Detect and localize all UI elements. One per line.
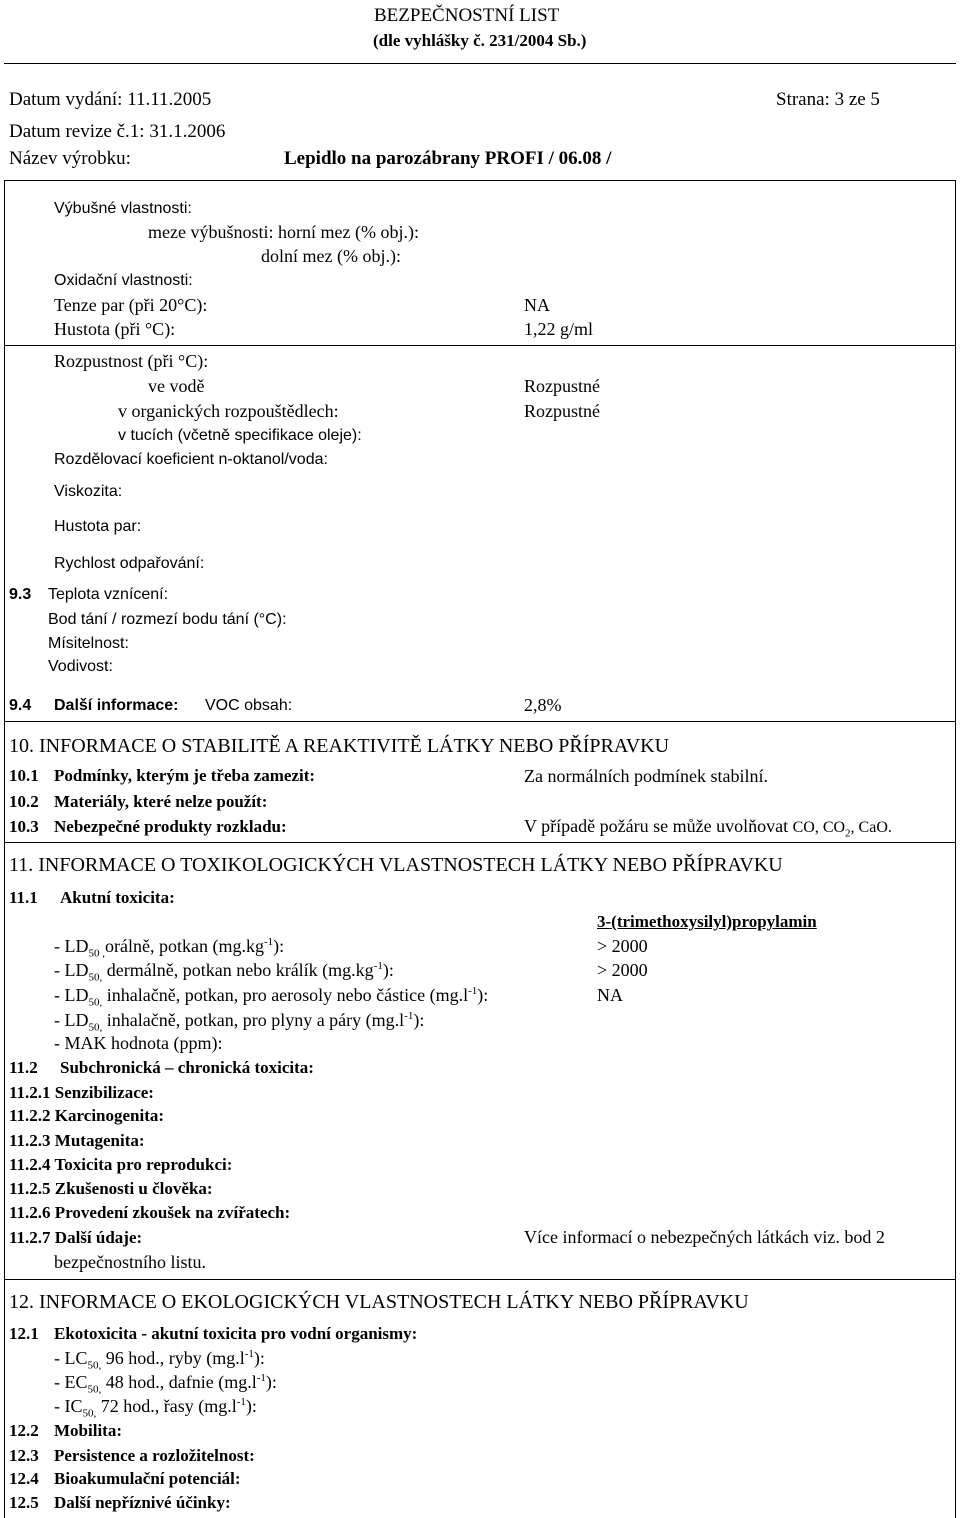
- s11-2-1: 11.2.1 Senzibilizace:: [9, 1083, 154, 1102]
- ld-oral-row: - $LD_{50 ,}orá\ln ě$, potkan $(mg.kg^{-1})$:: [54, 936, 285, 960]
- s11-2-number: 11.2: [9, 1058, 38, 1077]
- partition-label: Rozdělovací koeficient n-oktanol/voda:: [54, 451, 328, 468]
- evaporation-label: Rychlost odpařování:: [54, 555, 205, 572]
- ld-gas-row: - $LD_{50,}$ inhalačně, potkan, pro plyny a páry $(mg.l^{-1})$:: [54, 1010, 425, 1034]
- s10-3-label: Nebezpečné produkty rozkladu:: [54, 817, 287, 836]
- divider: [4, 842, 956, 843]
- divider: [4, 1279, 956, 1280]
- vapor-pressure-value: NA: [524, 295, 550, 315]
- issue-date: Datum vydání: 11.11.2005: [9, 89, 212, 110]
- s12-5-number: 12.5: [9, 1493, 39, 1512]
- lc50-row: - $LC_{50,}$ 96 hod., ryby $(mg.l^{-1})$:: [54, 1348, 265, 1372]
- s11-2-3: 11.2.3 Mutagenita:: [9, 1131, 145, 1150]
- density-label: Hustota (při °C):: [54, 319, 176, 339]
- lower-limit-label: dolní mez (% obj.):: [261, 246, 401, 266]
- revision-date: Datum revize č.1: 31.1.2006: [9, 121, 226, 142]
- s12-2-label: Mobilita:: [54, 1421, 122, 1440]
- s11-1-label: Akutní toxicita:: [60, 888, 175, 907]
- s93-label: Teplota vznícení:: [48, 586, 169, 603]
- s11-2-6: 11.2.6 Provedení zkoušek na zvířatech:: [9, 1203, 291, 1222]
- ic50-row: - $IC_{50,}$ 72 hod., řasy $(mg.l^{-1})$:: [54, 1396, 257, 1420]
- water-label: ve vodě: [148, 376, 205, 396]
- ld-dermal-row: - $LD_{50,}$ dermálně, potkan nebo králík $(mg.kg^{-1})$:: [54, 960, 394, 984]
- s12-4-number: 12.4: [9, 1469, 39, 1488]
- ld-aerosol-row: - $LD_{50,}$ inhalačně, potkan, pro aerosoly nebo částice $(mg.l^{-1})$:: [54, 985, 489, 1009]
- s12-3-number: 12.3: [9, 1446, 39, 1465]
- upper-limit-label: meze výbušnosti: horní mez (% obj.):: [148, 222, 419, 242]
- s94-text: VOC obsah:: [205, 697, 293, 714]
- divider: [4, 721, 956, 722]
- s10-3-number: 10.3: [9, 817, 39, 836]
- miscibility-label: Mísitelnost:: [48, 635, 129, 652]
- vapor-pressure-label: Tenze par (při 20°C):: [54, 295, 208, 315]
- s10-3-value: V případě požáru se může uvolňovat CO, $CO_2$, CaO.: [524, 816, 892, 840]
- s11-2-7-value: Více informací o nebezpečných látkách viz. bod 2: [524, 1227, 885, 1247]
- s94-label: Další informace:: [54, 697, 179, 714]
- s10-2-label: Materiály, které nelze použít:: [54, 792, 268, 811]
- fats-label: v tucích (včetně specifikace oleje):: [118, 427, 362, 444]
- s12-2-number: 12.2: [9, 1421, 39, 1440]
- s12-3-label: Persistence a rozložitelnost:: [54, 1446, 255, 1465]
- s94-value: 2,8%: [524, 695, 562, 715]
- s12-1-number: 12.1: [9, 1324, 39, 1343]
- oxidizing-label: Oxidační vlastnosti:: [54, 272, 193, 289]
- document-subtitle: (dle vyhlášky č. 231/2004 Sb.): [373, 31, 587, 50]
- s12-5-label: Další nepříznivé účinky:: [54, 1493, 231, 1512]
- product-name: Lepidlo na parozábrany PROFI / 06.08 /: [284, 148, 612, 169]
- s10-1-label: Podmínky, kterým je třeba zamezit:: [54, 766, 316, 785]
- frame-left: [4, 180, 5, 1518]
- water-value: Rozpustné: [524, 376, 600, 396]
- section-10-heading: 10. INFORMACE O STABILITĚ A REAKTIVITĚ LÁTKY NEBO PŘÍPRAVKU: [9, 735, 670, 757]
- s10-1-value: Za normálních podmínek stabilní.: [524, 766, 768, 786]
- s11-1-number: 11.1: [9, 888, 38, 907]
- mak-row: - MAK hodnota (ppm):: [54, 1033, 223, 1053]
- header-bottom-rule: [4, 180, 956, 181]
- ld-dermal-value: > 2000: [597, 960, 648, 980]
- ld-oral-value: > 2000: [597, 936, 648, 956]
- ec50-row: - $EC_{50,}$ 48 hod., dafnie $(mg.l^{-1})$:: [54, 1372, 277, 1396]
- page-number: Strana: 3 ze 5: [776, 89, 880, 110]
- solubility-label: Rozpustnost (při °C):: [54, 351, 209, 371]
- s10-2-number: 10.2: [9, 792, 39, 811]
- s11-2-7: 11.2.7 Další údaje:: [9, 1228, 143, 1247]
- s12-1-label: Ekotoxicita - akutní toxicita pro vodní organismy:: [54, 1324, 418, 1343]
- document-title: BEZPEČNOSTNÍ LIST: [374, 5, 560, 26]
- organic-label: v organických rozpouštědlech:: [118, 401, 339, 421]
- ld-aerosol-value: NA: [597, 985, 623, 1005]
- s11-2-4: 11.2.4 Toxicita pro reprodukci:: [9, 1155, 233, 1174]
- s94-number: 9.4: [9, 697, 32, 714]
- s10-1-number: 10.1: [9, 766, 39, 785]
- s11-2-5: 11.2.5 Zkušenosti u člověka:: [9, 1179, 213, 1198]
- divider: [4, 345, 956, 346]
- conductivity-label: Vodivost:: [48, 658, 113, 675]
- s93-number: 9.3: [9, 586, 32, 603]
- s11-2-label: Subchronická – chronická toxicita:: [60, 1058, 314, 1077]
- density-value: 1,22 g/ml: [524, 319, 594, 339]
- vapor-density-label: Hustota par:: [54, 518, 142, 535]
- product-label: Název výrobku:: [9, 148, 131, 169]
- header-rule: [4, 63, 956, 64]
- s11-2-2: 11.2.2 Karcinogenita:: [9, 1106, 165, 1125]
- organic-value: Rozpustné: [524, 401, 600, 421]
- viscosity-label: Viskozita:: [54, 483, 123, 500]
- substance-name: 3-(trimethoxysilyl)propylamin: [597, 912, 817, 931]
- s11-2-7-continuation: bezpečnostního listu.: [54, 1252, 206, 1272]
- s12-4-label: Bioakumulační potenciál:: [54, 1469, 241, 1488]
- explosive-label: Výbušné vlastnosti:: [54, 200, 192, 217]
- section-11-heading: 11. INFORMACE O TOXIKOLOGICKÝCH VLASTNOSTECH LÁTKY NEBO PŘÍPRAVKU: [9, 854, 783, 876]
- frame-right: [955, 180, 956, 1518]
- section-12-heading: 12. INFORMACE O EKOLOGICKÝCH VLASTNOSTECH LÁTKY NEBO PŘÍPRAVKU: [9, 1291, 749, 1313]
- melting-label: Bod tání / rozmezí bodu tání (°C):: [48, 611, 287, 628]
